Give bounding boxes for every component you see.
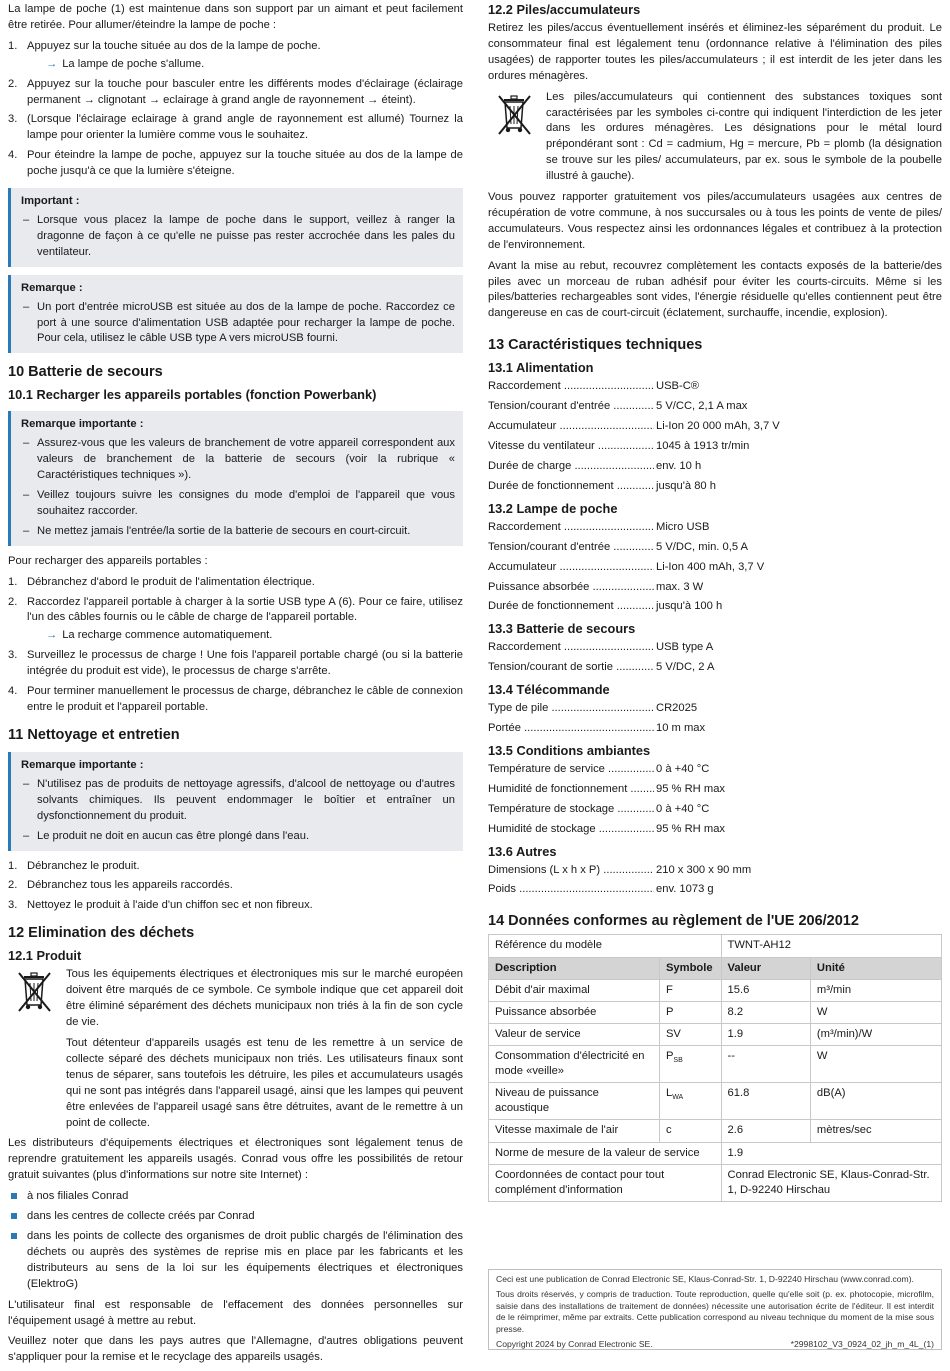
- spec-label: Durée de fonctionnement .....: [488, 479, 654, 495]
- list-item: 2. Débranchez tous les appareils raccordés.: [8, 879, 233, 892]
- lamp-result: → La lampe de poche s'allume.: [46, 57, 205, 70]
- battery-symbol-block: [488, 90, 942, 190]
- spec-row: [488, 479, 942, 495]
- spec-label: Vitesse du ventilateur .....: [488, 439, 654, 455]
- table-cell-value: 61.8: [721, 1083, 810, 1120]
- spec-value: 95 % RH max: [656, 822, 726, 835]
- table-row: [489, 1142, 942, 1164]
- lamp-intro: La lampe de poche (1) est maintenue dans son support par un aimant et peut facilement être retirée. Pour allumer/éteindre la lampe de poche :: [8, 3, 463, 31]
- table-cell-unit: W: [810, 1046, 941, 1083]
- lamp-steps: [8, 39, 463, 180]
- table-row: [489, 1001, 942, 1023]
- weee-block: [8, 967, 463, 1136]
- spec-row: [488, 721, 942, 737]
- spec-value: env. 10 h: [656, 460, 702, 473]
- powerbank-note: Remarque importante : – Assurez-vous que les valeurs de branchement de votre appareil correspondent aux valeurs de branchement de la batterie de secours (voir la rubrique « Caractéristiques techniques »). – Veillez toujours suivre les consignes du mode d'emploi de l'appareil que vous souhaitez raccorder. – Ne mettez jamais l'entrée/la sortie de la batterie de secours en court-circuit.: [8, 411, 463, 545]
- arrow-right-icon: →: [46, 629, 58, 642]
- table-cell-description: Norme de mesure de la valeur de service: [489, 1142, 722, 1164]
- spec-label: Tension/courant d'entrée .....: [488, 399, 654, 415]
- table-row: [489, 979, 942, 1001]
- section-10-1-title: 10.1 Recharger les appareils portables (fonction Powerbank): [8, 387, 377, 403]
- spec-row: [488, 701, 942, 717]
- spec-group-title: 13.6 Autres: [488, 843, 557, 859]
- powerbank-intro: Pour recharger des appareils portables :: [8, 554, 208, 567]
- list-item: 4. Pour éteindre la lampe de poche, appuyez sur la touche située au dos de la lampe de poche jusqu'à ce que la lumière s'éteigne.: [8, 149, 463, 178]
- spec-label: Raccordement .....: [488, 640, 654, 656]
- list-item: – Veillez toujours suivre les consignes du mode d'emploi de l'appareil que vous souhaitez raccorder.: [23, 489, 455, 517]
- spec-label: Température de service .....: [488, 762, 654, 778]
- spec-value: jusqu'à 80 h: [656, 479, 716, 492]
- table-cell-symbol: P: [659, 1001, 721, 1023]
- table-cell-symbol: $L_{WA}$: [659, 1083, 721, 1120]
- list-item: 3. Surveillez le processus de charge ! Une fois l'appareil portable chargé (ou si la batterie intégrée du produit est vide), le processus de charge s'arrête.: [8, 649, 463, 678]
- spec-row: [488, 863, 942, 879]
- spec-row: [488, 459, 942, 475]
- spec-row: [488, 560, 942, 576]
- spec-label: Durée de fonctionnement .....: [488, 599, 654, 615]
- spec-row: [488, 882, 942, 898]
- spec-value: jusqu'à 100 h: [656, 600, 723, 613]
- spec-value: USB type A: [656, 641, 714, 654]
- spec-label: Type de pile .....: [488, 701, 654, 717]
- weee-paragraph: Veuillez noter que dans les pays autres que l'Allemagne, d'autres obligations peuvent s'appliquer pour la remise et le recyclage des appareils usagés.: [8, 1335, 463, 1364]
- battery-paragraph: Les piles/accumulateurs qui contiennent des substances toxiques sont caractérisées par les symboles ci-contre qui indiquent l'interdiction de les jeter dans les ordures ménagères. Les désignations pour le métal lourd prépondérant sont : Cd = cadmium, Hg = mercure, Pb = plomb (la désignation se trouve sur les piles/ accumulateurs, par ex. sous le symbole de la poubelle illustré à gauche).: [546, 90, 942, 183]
- spec-value: 5 V/DC, 2 A: [656, 661, 715, 674]
- list-item: – Un port d'entrée microUSB est située au dos de la lampe de poche. Raccordez ce port à une source d'alimentation USB adaptée pour recharger la lampe de poche. Pour cela, utilisez le câble USB type A vers microUSB fourni.: [23, 300, 455, 345]
- table-row: [489, 1046, 942, 1083]
- list-item: 1. Débranchez le produit.: [8, 859, 140, 872]
- weee-paragraph: Les distributeurs d'équipements électriques et électroniques sont légalement tenus de reprendre gratuitement les appareils usagés. Conrad vous offre les possibilités de retour gratuit suivantes (plus d'informations sur notre site Internet) :: [8, 1137, 463, 1182]
- table-cell-description: Débit d'air maximal: [489, 979, 660, 1001]
- spec-row: [488, 599, 942, 615]
- table-cell-symbol: c: [659, 1120, 721, 1142]
- table-cell-description: Vitesse maximale de l'air: [489, 1120, 660, 1142]
- weee-paragraph: Tous les équipements électriques et électroniques mis sur le marché européen doivent être marqués de ce symbole. Ce symbole indique que cet appareil doit être éliminé séparément des déchets municipaux non triés à la fin de son cycle de vie.: [66, 968, 463, 1029]
- battery-paragraph: Avant la mise au rebut, recouvrez complètement les contacts exposés de la batterie/des piles avec un morceau de ruban adhésif pour éviter les courts-circuits. Même si les piles/batteries rechargeables sont vides, l'énergie résiduelle qu'elles contiennent peut être dangereuse en cas de court-circuit (éclatement, surchauffe, incendie, explosion).: [488, 259, 942, 320]
- section-12-title: 12 Elimination des déchets: [8, 925, 195, 942]
- spec-value: 1045 à 1913 tr/min: [656, 440, 750, 453]
- weee-paragraph: L'utilisateur final est responsable de l'effacement des données personnelles sur l'équipement usagé à mettre au rebut.: [8, 1298, 463, 1327]
- eu-data-table: [488, 934, 942, 1201]
- spec-label: Tension/courant d'entrée .....: [488, 540, 654, 556]
- copyright: Copyright 2024 by Conrad Electronic SE.: [496, 1339, 653, 1350]
- important-note: Important : – Lorsque vous placez la lampe de poche dans le support, veillez à ranger la dragonne de façon à ce qu'elle ne puisse pas rester accrochée dans les pales du ventilateur.: [8, 188, 463, 267]
- spec-value: 0 à +40 °C: [656, 802, 710, 815]
- remark-note: Remarque : – Un port d'entrée microUSB est située au dos de la lampe de poche. Raccordez ce port à une source d'alimentation USB adaptée pour recharger la lampe de poche. Pour cela, utilisez le câble USB type A vers microUSB fourni.: [8, 275, 463, 354]
- square-bullet-icon: [11, 1193, 17, 1199]
- battery-paragraph: Retirez les piles/accus éventuellement insérés et éliminez-les séparément du produit. Le consommateur final est légalement tenu (ordonnance relative à l'élimination des piles usagées) de rapporter toutes les piles/accumulateurs ; il est interdit de les jeter dans les ordures ménagères.: [488, 21, 942, 82]
- spec-row: [488, 802, 942, 818]
- list-item: 3. (Lorsque l'éclairage eclairage à grand angle de rayonnement est allumé) Tournez la lampe pour orienter la lumière comme vous le souhaitez.: [8, 113, 463, 142]
- table-cell-symbol: $P_{SB}$: [659, 1046, 721, 1083]
- spec-value: Li-Ion 400 mAh, 3,7 V: [656, 560, 765, 573]
- spec-value: 5 V/DC, min. 0,5 A: [656, 540, 749, 553]
- spec-value: Li-Ion 20 000 mAh, 3,7 V: [656, 420, 780, 433]
- list-item: – Assurez-vous que les valeurs de branchement de votre appareil correspondent aux valeurs de branchement de la batterie de secours (voir la rubrique « Caractéristiques techniques »).: [23, 437, 455, 482]
- spec-label: Accumulateur .....: [488, 560, 654, 576]
- table-cell-description: Coordonnées de contact pour tout complément d'information: [489, 1164, 722, 1201]
- table-row: [489, 1164, 942, 1201]
- cleaning-steps: [8, 859, 463, 915]
- table-cell-description: Consommation d'électricité en mode «veille»: [489, 1046, 660, 1083]
- spec-row: [488, 762, 942, 778]
- cleaning-note: Remarque importante : – N'utilisez pas de produits de nettoyage agressifs, d'alcool de nettoyage ou d'autres solvants chimiques. Ils peuvent endommager le boîtier et entraîner un dysfonctionnement du produit. – Le produit ne doit en aucun cas être plongé dans l'eau.: [8, 752, 463, 851]
- square-bullet-icon: [11, 1233, 17, 1239]
- spec-group-title: 13.2 Lampe de poche: [488, 500, 618, 516]
- spec-label: Durée de charge .....: [488, 459, 654, 475]
- spec-row: [488, 399, 942, 415]
- spec-group-title: 13.1 Alimentation: [488, 360, 594, 376]
- spec-value: 5 V/CC, 2,1 A max: [656, 400, 748, 413]
- spec-row: [488, 419, 942, 435]
- table-cell-value: 1.9: [721, 1023, 810, 1045]
- list-item: – Ne mettez jamais l'entrée/la sortie de la batterie de secours en court-circuit.: [23, 524, 411, 537]
- list-item: – Le produit ne doit en aucun cas être plongé dans l'eau.: [23, 829, 310, 842]
- table-cell-description: Valeur de service: [489, 1023, 660, 1045]
- square-bullet-icon: [11, 1213, 17, 1219]
- spec-group-title: 13.5 Conditions ambiantes: [488, 742, 651, 758]
- table-cell-value: 8.2: [721, 1001, 810, 1023]
- spec-value: 10 m max: [656, 722, 706, 735]
- weee-paragraph: Tout détenteur d'appareils usagés est tenu de les remettre à un service de collecte séparé des déchets municipaux non triés. Les utilisateurs finaux sont tenus de séparer, sans toutefois les détruire, les piles et accumulateurs usagés qui ne sont pas intégrés dans l'appareil usagé, ainsi que les lampes qui peuvent être enlevées de l'appareil usagé sans être détruites, avant de le remettre à un point de collecte.: [66, 1037, 463, 1129]
- section-13-title: 13 Caractéristiques techniques: [488, 337, 703, 354]
- table-row: [489, 1083, 942, 1120]
- spec-label: Température de stockage .....: [488, 802, 654, 818]
- table-cell-value: 2.6: [721, 1120, 810, 1142]
- list-item: 4. Pour terminer manuellement le processus de charge, débranchez le câble de connexion entre le produit et l'appareil portable.: [8, 685, 463, 714]
- list-item: 1. Débranchez d'abord le produit de l'alimentation électrique.: [8, 575, 315, 588]
- table-cell-unit: m³/min: [810, 979, 941, 1001]
- spec-value: 0 à +40 °C: [656, 762, 710, 775]
- right-column: [488, 2, 942, 1202]
- spec-row: [488, 439, 942, 455]
- spec-row: [488, 822, 942, 838]
- arrow-right-icon: →: [46, 57, 58, 70]
- list-item: 3. Nettoyez le produit à l'aide d'un chiffon sec et non fibreux.: [8, 899, 313, 912]
- list-item: – N'utilisez pas de produits de nettoyage agressifs, d'alcool de nettoyage ou d'autres solvants chimiques. Ils peuvent endommager le boîtier et entraîner un dysfonctionnement du produit.: [23, 777, 455, 822]
- spec-value: Micro USB: [656, 520, 710, 533]
- spec-label: Puissance absorbée .....: [488, 580, 654, 596]
- spec-label: Tension/courant de sortie .....: [488, 660, 654, 676]
- spec-label: Poids .....: [488, 882, 654, 898]
- spec-label: Dimensions (L x h x P) .....: [488, 863, 654, 879]
- left-column: [8, 2, 463, 1371]
- spec-value: 95 % RH max: [656, 782, 726, 795]
- spec-row: [488, 640, 942, 656]
- spec-label: Humidité de fonctionnement .....: [488, 782, 654, 798]
- list-item: dans les centres de collecte créés par Conrad: [8, 1209, 463, 1225]
- table-cell-unit: mètres/sec: [810, 1120, 941, 1142]
- table-cell-value: 15.6: [721, 979, 810, 1001]
- table-cell-value: Conrad Electronic SE, Klaus-Conrad-Str. 1, D-92240 Hirschau: [721, 1164, 941, 1201]
- spec-group-title: 13.3 Batterie de secours: [488, 621, 636, 637]
- spec-label: Portée .....: [488, 721, 654, 737]
- publication-footer: Ceci est une publication de Conrad Electronic SE, Klaus-Conrad-Str. 1, D-92240 Hirschau (www.conrad.com). Tous droits réservés, y compris de traduction. Toute reproduction, quelle qu'elle soit (p. ex. photocopie, microfilm, saisie dans des installations de traitement de données) nécessite une autorisation écrite de l'éditeur. Il est interdit de le réimprimer, même par extraits. Cette publication correspond au niveau technique du moment de la mise sous presse. Copyright 2024 by Conrad Electronic SE. *2998102_V3_0924_02_jh_m_4L_(1): [488, 1269, 942, 1350]
- table-cell-value: --: [721, 1046, 810, 1083]
- list-item: à nos filiales Conrad: [8, 1189, 463, 1205]
- table-cell-unit: W: [810, 1001, 941, 1023]
- table-cell-unit: (m³/min)/W: [810, 1023, 941, 1045]
- spec-row: [488, 520, 942, 536]
- table-row: Référence du modèle TWNT-AH12: [489, 935, 942, 957]
- table-header-row: Description Symbole Valeur Unité: [489, 957, 942, 979]
- section-11-title: 11 Nettoyage et entretien: [8, 726, 180, 743]
- crossed-bin-icon: [494, 92, 536, 138]
- battery-paragraph: Vous pouvez rapporter gratuitement vos piles/accumulateurs usagées aux centres de récupération de votre commune, à nos succursales ou à tous les points de vente de piles/ accumulateurs. Vous respectez ainsi les ordonnances légales et contribuez à la protection de l'environnement.: [488, 191, 942, 251]
- table-row: [489, 1023, 942, 1045]
- table-cell-symbol: SV: [659, 1023, 721, 1045]
- spec-row: [488, 379, 942, 395]
- crossed-bin-icon: [14, 969, 56, 1015]
- spec-label: Raccordement .....: [488, 379, 654, 395]
- table-cell-description: Puissance absorbée: [489, 1001, 660, 1023]
- powerbank-result: → La recharge commence automatiquement.: [46, 629, 273, 642]
- section-12-1-title: 12.1 Produit: [8, 948, 82, 964]
- list-item: – Lorsque vous placez la lampe de poche dans le support, veillez à ranger la dragonne de façon à ce qu'elle ne puisse pas rester accrochée dans les pales du ventilateur.: [23, 213, 455, 258]
- table-cell-description: Niveau de puissance acoustique: [489, 1083, 660, 1120]
- list-item: 2. Raccordez l'appareil portable à charger à la sortie USB type A (6). Pour ce faire, utilisez l'un des câbles fournis ou le câble de charge de l'appareil portable. → La recharge commence automatiquement.: [8, 595, 463, 645]
- list-item: dans les points de collecte des organismes de droit public chargés de l'élimination des déchets ou auprès des systèmes de reprise mis en place par les fabricants et les distributeurs au sens de la loi sur les équipements électriques et électroniques (ElektroG): [8, 1229, 463, 1293]
- spec-value: 210 x 300 x 90 mm: [656, 863, 752, 876]
- list-item: 1. Appuyez sur la touche située au dos de la lampe de poche. → La lampe de poche s'allume.: [8, 39, 463, 73]
- spec-row: [488, 660, 942, 676]
- spec-label: Accumulateur .....: [488, 419, 654, 435]
- spec-row: [488, 580, 942, 596]
- list-item: 2. Appuyez sur la touche pour basculer entre les différents modes d'éclairage (éclairage permanent → clignotant → eclairage à grand angle de rayonnement → éteint).: [8, 77, 463, 106]
- document-code: *2998102_V3_0924_02_jh_m_4L_(1): [790, 1339, 934, 1350]
- section-14-title: 14 Données conformes au règlement de l'UE 206/2012: [488, 913, 859, 930]
- spec-row: [488, 782, 942, 798]
- spec-value: CR2025: [656, 702, 698, 715]
- table-cell-unit: dB(A): [810, 1083, 941, 1120]
- return-options: [8, 1189, 463, 1292]
- spec-value: env. 1073 g: [656, 883, 714, 896]
- section-10-title: 10 Batterie de secours: [8, 364, 163, 381]
- table-row: [489, 1120, 942, 1142]
- table-cell-value: 1.9: [721, 1142, 941, 1164]
- spec-group-title: 13.4 Télécommande: [488, 682, 610, 698]
- spec-list: [488, 360, 942, 898]
- spec-row: [488, 540, 942, 556]
- section-12-2-title: 12.2 Piles/accumulateurs: [488, 2, 641, 17]
- spec-value: max. 3 W: [656, 580, 704, 593]
- table-cell-symbol: F: [659, 979, 721, 1001]
- powerbank-steps: [8, 575, 463, 716]
- spec-label: Humidité de stockage .....: [488, 822, 654, 838]
- spec-value: USB-C®: [656, 380, 700, 393]
- spec-label: Raccordement .....: [488, 520, 654, 536]
